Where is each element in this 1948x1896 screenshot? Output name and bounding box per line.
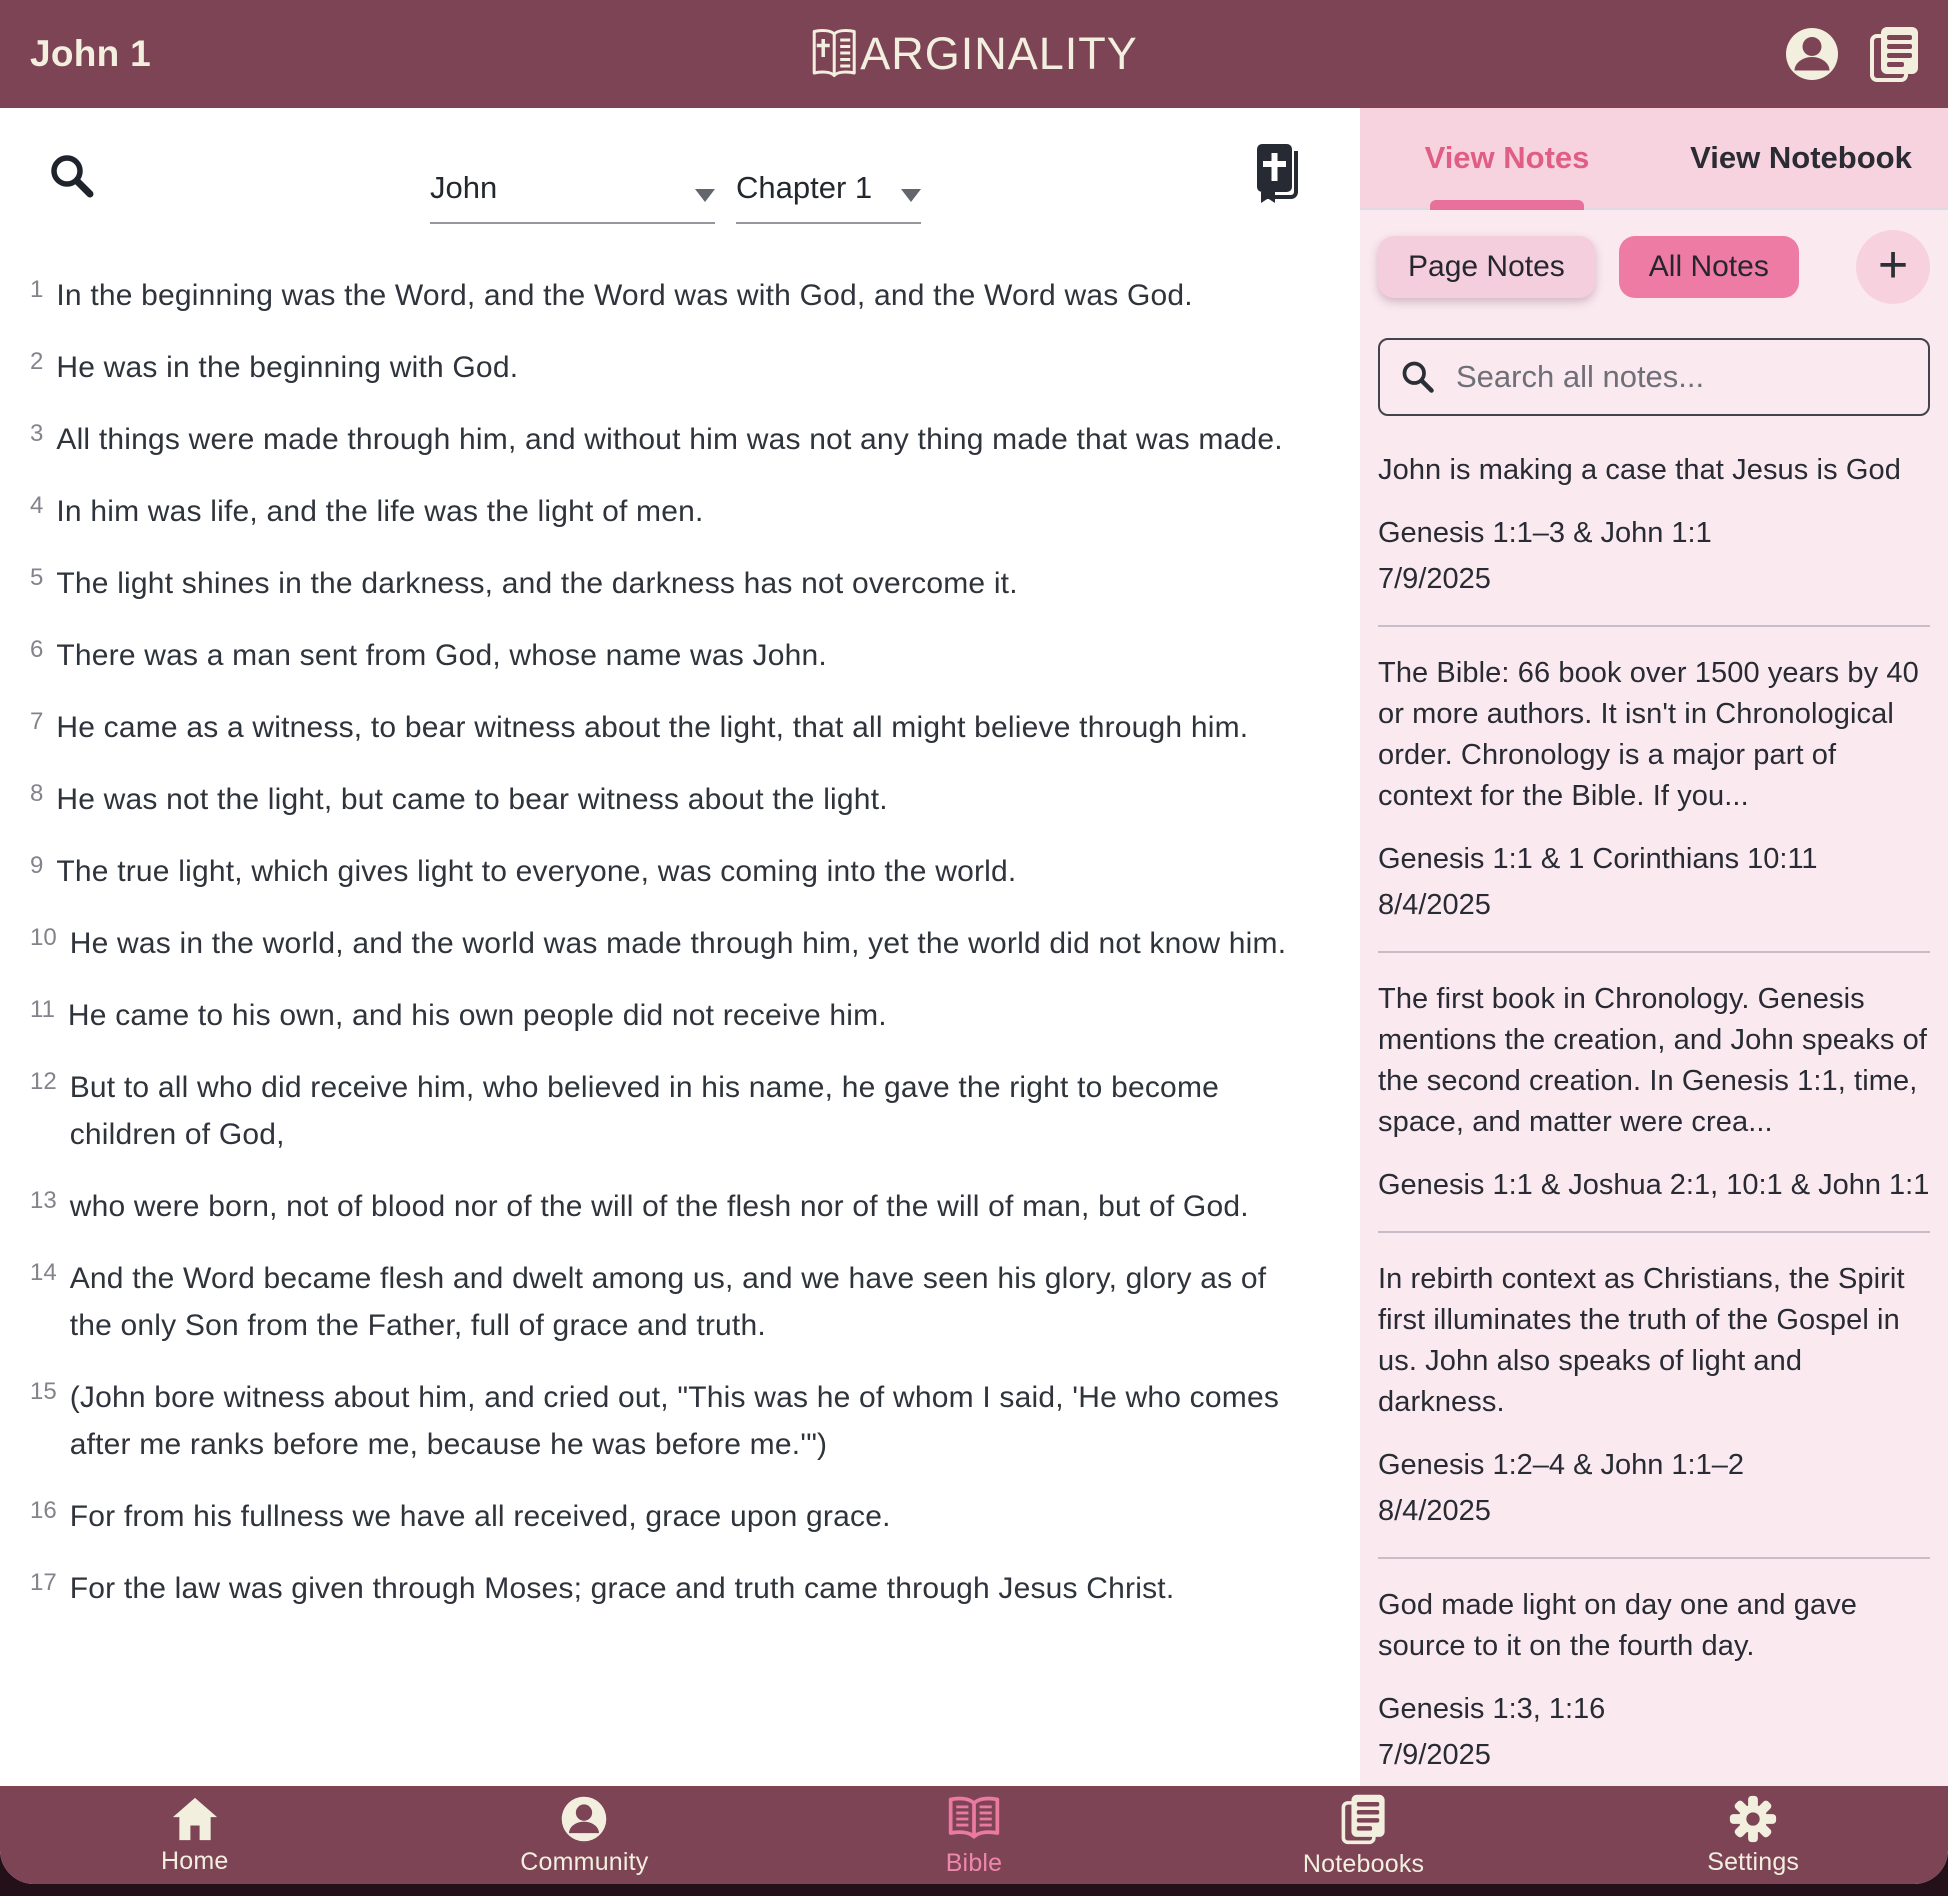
verse-text: All things were made through him, and without him was not any thing made that was made. (56, 423, 1283, 456)
verse-list (0, 266, 1360, 1612)
verse-number: 5 (30, 564, 44, 591)
nav-item-home[interactable]: Home (0, 1785, 390, 1884)
verse[interactable] (30, 992, 1302, 1039)
verse-text: For from his fullness we have all received, grace upon grace. (69, 1500, 891, 1533)
verse[interactable] (30, 848, 1302, 895)
verse[interactable] (30, 272, 1302, 319)
verse[interactable] (30, 1493, 1302, 1540)
open-book-icon (946, 1794, 1002, 1844)
verse[interactable] (30, 704, 1302, 751)
notes-stack-icon[interactable] (1868, 25, 1922, 83)
page-title: John 1 (30, 33, 152, 74)
community-icon (560, 1795, 608, 1843)
notes-search-input[interactable] (1454, 358, 1908, 396)
reader-toolbar (0, 108, 1360, 266)
verse-text: who were born, not of blood nor of the will of the flesh nor of the will of man, but of God. (69, 1190, 1249, 1223)
verse-text: There was a man sent from God, whose name was John. (56, 639, 827, 672)
nav-item-settings[interactable]: Settings (1558, 1785, 1948, 1884)
home-icon (171, 1796, 219, 1842)
verse[interactable] (30, 632, 1302, 679)
note-reference: Genesis 1:1 & 1 Corinthians 10:11 (1378, 843, 1818, 875)
verse-text: (John bore witness about him, and cried out, "This was he of whom I said, 'He who comes after me ranks before me, because he was before me.'") (69, 1381, 1280, 1461)
note-divider (1378, 1231, 1930, 1233)
note-text: God made light on day one and gave source to it on the fourth day. (1378, 1589, 1858, 1662)
chapter-select-value: Chapter 1 (736, 170, 873, 205)
verse-number: 7 (30, 708, 44, 735)
verse[interactable] (30, 344, 1302, 391)
verse[interactable] (30, 920, 1302, 967)
verse[interactable] (30, 1255, 1302, 1349)
nav-item-notebooks[interactable]: Notebooks (1169, 1785, 1559, 1884)
bible-reading-pane (0, 108, 1360, 1786)
sidebar-tabs (1360, 108, 1948, 210)
verse-text: He came as a witness, to bear witness about the light, that all might believe through him. (56, 711, 1249, 744)
bottom-nav (0, 1786, 1948, 1884)
note-list-item[interactable] (1378, 1259, 1930, 1559)
note-list-item[interactable] (1378, 1585, 1930, 1786)
note-date: 8/4/2025 (1378, 1495, 1491, 1527)
verse-number: 15 (30, 1378, 57, 1405)
verse-text: The true light, which gives light to everyone, was coming into the world. (56, 855, 1017, 888)
search-icon (1400, 359, 1436, 395)
verse-number: 3 (30, 420, 44, 447)
verse-number: 8 (30, 780, 44, 807)
verse-text: But to all who did receive him, who believed in his name, he gave the right to become children of God, (69, 1071, 1220, 1151)
note-divider (1378, 951, 1930, 953)
verse-number: 11 (30, 996, 55, 1023)
bible-book-icon[interactable] (1253, 142, 1301, 204)
verse-text: In the beginning was the Word, and the Word was with God, and the Word was God. (56, 279, 1193, 312)
note-date: 7/9/2025 (1378, 1739, 1491, 1771)
note-reference: Genesis 1:1 & Joshua 2:1, 10:1 & John 1:1 (1378, 1169, 1930, 1201)
tab-view-notebook[interactable]: View Notebook (1690, 140, 1912, 175)
verse-text: He was in the beginning with God. (56, 351, 519, 384)
note-text: The Bible: 66 book over 1500 years by 40 or more authors. It isn't in Chronological order. Chronology is a major part of context for the Bible. If you... (1378, 657, 1919, 812)
verse[interactable] (30, 560, 1302, 607)
book-select-value: John (430, 170, 498, 205)
all-notes-button[interactable]: All Notes (1619, 236, 1799, 298)
verse-text: And the Word became flesh and dwelt among us, and we have seen his glory, glory as of the only Son from the Father, full of grace and truth. (69, 1262, 1267, 1342)
notes-list (1360, 450, 1948, 1786)
verse-text: In him was life, and the life was the light of men. (56, 495, 704, 528)
page-notes-button[interactable]: Page Notes (1378, 236, 1595, 298)
note-divider (1378, 1557, 1930, 1559)
nav-item-bible[interactable]: Bible (779, 1785, 1169, 1884)
verse-text: He came to his own, and his own people did not receive him. (67, 999, 887, 1032)
verse-number: 14 (30, 1259, 57, 1286)
note-text: In rebirth context as Christians, the Spirit first illuminates the truth of the Gospel in us. John also speaks of light and darkness. (1378, 1263, 1905, 1418)
app-name: ARGINALITY (860, 28, 1138, 79)
verse-number: 17 (30, 1569, 57, 1596)
verse-number: 9 (30, 852, 44, 879)
note-list-item[interactable] (1378, 653, 1930, 953)
verse-number: 2 (30, 348, 44, 375)
verse-text: He was in the world, and the world was made through him, yet the world did not know him. (69, 927, 1287, 960)
gear-icon (1729, 1795, 1777, 1843)
note-list-item[interactable] (1378, 979, 1930, 1233)
chevron-down-icon (695, 189, 715, 202)
profile-icon[interactable] (1784, 26, 1840, 82)
notes-sidebar (1360, 108, 1948, 1786)
note-text: The first book in Chronology. Genesis mentions the creation, and John speaks of the second creation. In Genesis 1:1, time, space, and matter were crea... (1378, 983, 1927, 1138)
add-note-button[interactable] (1856, 230, 1930, 304)
verse[interactable] (30, 1064, 1302, 1158)
chevron-down-icon (901, 189, 921, 202)
open-book-logo-icon (810, 26, 858, 82)
note-date: 8/4/2025 (1378, 889, 1491, 921)
top-header (0, 0, 1948, 108)
note-date: 7/9/2025 (1378, 563, 1491, 595)
verse-number: 12 (30, 1068, 57, 1095)
notes-search-box (1378, 338, 1930, 416)
verse[interactable] (30, 416, 1302, 463)
notebooks-icon (1339, 1793, 1389, 1845)
verse[interactable] (30, 1183, 1302, 1230)
note-list-item[interactable] (1378, 450, 1930, 627)
verse-text: For the law was given through Moses; grace and truth came through Jesus Christ. (69, 1572, 1175, 1605)
verse-number: 13 (30, 1187, 57, 1214)
search-icon[interactable] (48, 152, 96, 200)
note-reference: Genesis 1:3, 1:16 (1378, 1693, 1606, 1725)
plus-icon: + (1877, 236, 1909, 294)
verse[interactable] (30, 776, 1302, 823)
tab-view-notes[interactable]: View Notes (1424, 140, 1590, 175)
active-tab-indicator (1430, 200, 1584, 210)
note-reference: Genesis 1:2–4 & John 1:1–2 (1378, 1449, 1744, 1481)
verse[interactable] (30, 1374, 1302, 1468)
verse-text: He was not the light, but came to bear witness about the light. (56, 783, 888, 816)
verse[interactable] (30, 1565, 1302, 1612)
verse-number: 1 (30, 276, 44, 303)
verse-number: 6 (30, 636, 44, 663)
marginality-logo (810, 26, 1138, 82)
verse[interactable] (30, 488, 1302, 535)
chapter-select[interactable] (736, 170, 921, 224)
note-text: John is making a case that Jesus is God (1378, 454, 1901, 486)
note-reference: Genesis 1:1–3 & John 1:1 (1378, 517, 1712, 549)
verse-number: 10 (30, 924, 57, 951)
verse-number: 16 (30, 1497, 57, 1524)
nav-item-community[interactable]: Community (390, 1785, 780, 1884)
book-select[interactable] (430, 170, 715, 224)
verse-text: The light shines in the darkness, and the darkness has not overcome it. (56, 567, 1018, 600)
note-divider (1378, 625, 1930, 627)
notes-filter-row (1378, 230, 1930, 304)
verse-number: 4 (30, 492, 44, 519)
